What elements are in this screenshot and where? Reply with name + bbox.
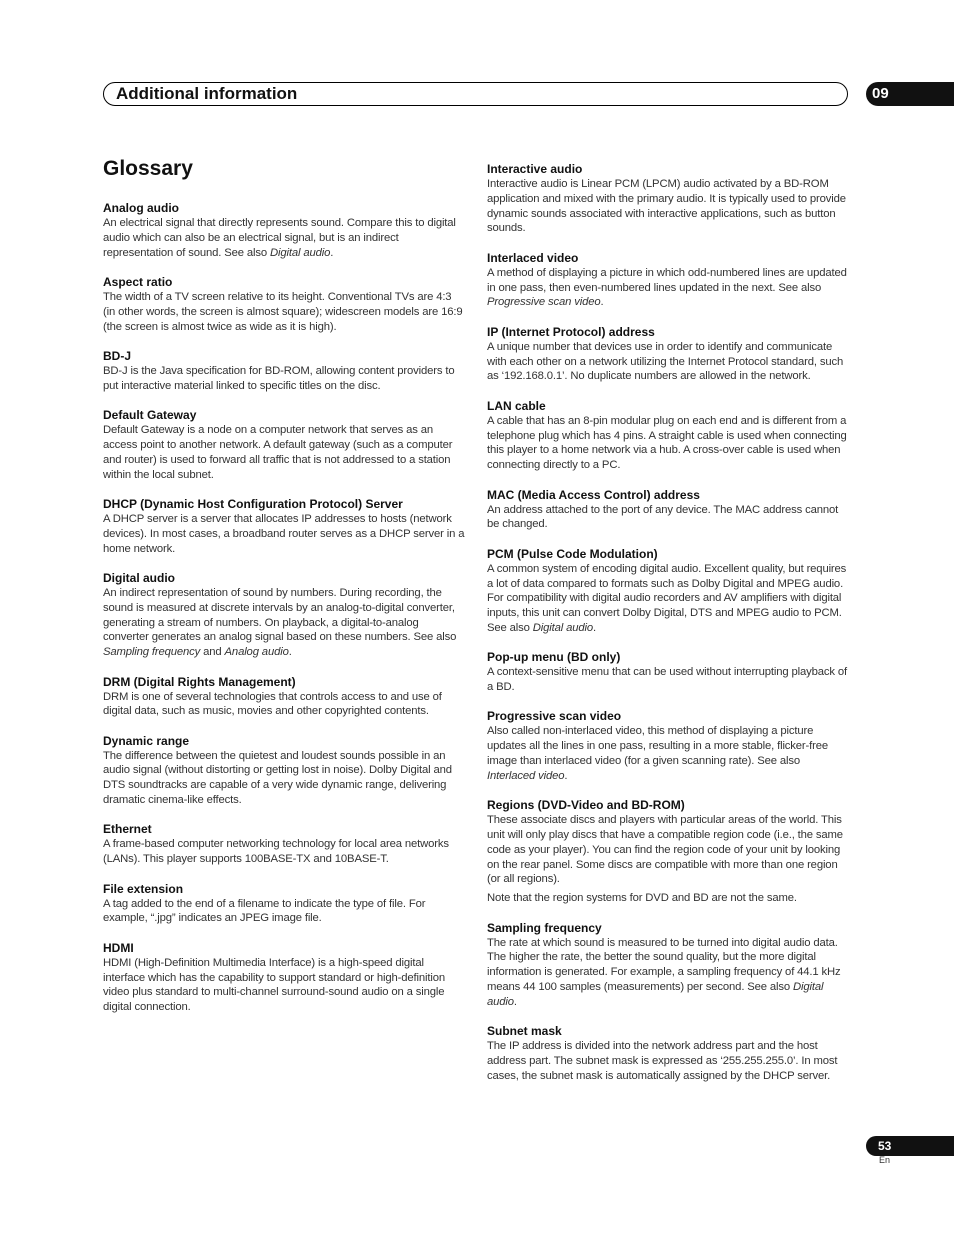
cross-reference: Digital audio <box>487 981 824 1008</box>
glossary-definition: An electrical signal that directly represents sound. Compare this to digital audio which can also be an electrical signal, but is an indirect representation of sound. See also Digital audio. <box>103 217 456 259</box>
glossary-note: Note that the region systems for DVD and BD are not the same. <box>487 892 797 905</box>
cross-reference: Analog audio <box>224 646 289 659</box>
glossary-entry <box>487 399 849 473</box>
glossary-term: BD-J <box>103 348 132 363</box>
glossary-term: Pop-up menu (BD only) <box>487 650 621 665</box>
glossary-entry <box>487 162 849 236</box>
glossary-term: Interactive audio <box>487 162 583 176</box>
glossary-entry <box>103 675 465 720</box>
glossary-definition: The IP address is divided into the network address part and the host address part. The subnet mask is expressed as ‘255.255.255.0’. In most cases, the subnet mask is automatically assigned by the DHCP server. <box>487 1040 838 1082</box>
glossary-term: Interlaced video <box>487 250 579 265</box>
cross-reference: Interlaced video <box>487 769 565 782</box>
glossary-definition: A tag added to the end of a filename to indicate the type of file. For example, “.jpg” indicates an JPEG image file. <box>103 897 426 925</box>
glossary-term: LAN cable <box>487 398 546 413</box>
glossary-definition: An address attached to the port of any device. The MAC address cannot be changed. <box>487 503 839 531</box>
glossary-term: Regions (DVD-Video and BD-ROM) <box>487 798 685 813</box>
glossary-entry <box>103 275 465 334</box>
glossary-definition: A method of displaying a picture in which odd-numbered lines are updated in one pass, then even-numbered lines updated in the next. See also Progressive scan video. <box>487 266 847 309</box>
glossary-term: PCM (Pulse Code Modulation) <box>487 546 658 561</box>
glossary-entry <box>487 650 849 695</box>
glossary-definition: A unique number that devices use in order to identify and communicate with each other on a network utilizing the Internet Protocol standard, such as ‘192.168.0.1’. No duplicate numbers are allowed in the network. <box>487 340 844 383</box>
glossary-term: Digital audio <box>103 570 175 585</box>
glossary-column-right <box>487 162 849 1098</box>
page-title: Glossary <box>103 157 193 180</box>
glossary-entry <box>487 709 849 783</box>
glossary-definition: A common system of encoding digital audio. Excellent quality, but requires a lot of data compared to formats such as Dolby Digital and MPEG audio. For compatibility with digital audio recorders and AV amplifiers with digital inputs, this unit can convert Dolby Digital, DTS and MPEG audio to PCM. See also Digital audio. <box>487 562 847 634</box>
section-title: Additional information <box>116 84 298 103</box>
glossary-entry <box>487 921 849 1010</box>
section-header <box>103 82 848 106</box>
glossary-definition: Also called non-interlaced video, this method of displaying a picture updates all the lines in one pass, resulting in a more stable, flicker-free image than interlaced video (for a given scanning rate). See also Interlaced video. <box>487 725 829 782</box>
page-language: En <box>879 1155 891 1165</box>
glossary-definition: BD-J is the Java specification for BD-ROM, allowing content providers to put interactive material linked to specific titles on the disc. <box>103 364 455 392</box>
glossary-definition: The rate at which sound is measured to be turned into digital audio data. The higher the rate, the better the sound quality, but the more digital information is generated. For example, a sampling frequency of 44.1 kHz means 44 100 samples (measurements) per second. See also Digital audio. <box>487 936 841 1008</box>
cross-reference: Digital audio <box>269 246 331 259</box>
glossary-term: File extension <box>103 881 184 896</box>
glossary-definition: An indirect representation of sound by numbers. During recording, the sound is measured at discrete intervals by an analog-to-digital converter, generating a stream of numbers. On playback, a digital-to-analog converter generates an analog signal based on these numbers. See also Sampling frequency and Analog audio. <box>103 586 457 659</box>
glossary-term: Subnet mask <box>487 1024 562 1039</box>
glossary-term: Analog audio <box>103 201 179 215</box>
glossary-term: Ethernet <box>103 822 152 837</box>
glossary-entry <box>103 822 465 867</box>
glossary-term: Aspect ratio <box>103 274 173 289</box>
cross-reference: Digital audio <box>532 621 593 634</box>
glossary-definition: The width of a TV screen relative to its height. Conventional TVs are 4:3 (in other words, the screen is almost square); widescreen models are 16:9 (the screen is almost twice as wide as it is high). <box>103 290 463 333</box>
glossary-entry <box>103 571 465 660</box>
glossary-entry <box>487 251 849 310</box>
cross-reference: Sampling frequency <box>103 646 201 659</box>
glossary-definition: A frame-based computer networking technology for local area networks (LANs). This player supports 100BASE-TX and 10BASE-T. <box>103 838 449 866</box>
glossary-term: DRM (Digital Rights Management) <box>103 674 296 689</box>
glossary-entry <box>103 941 465 1015</box>
glossary-entry <box>487 547 849 636</box>
glossary-term: DHCP (Dynamic Host Configuration Protocol) Server <box>103 496 403 511</box>
glossary-definition: A DHCP server is a server that allocates IP addresses to hosts (network devices). In most cases, a broadband router serves as a DHCP server in a home network. <box>103 512 465 555</box>
glossary-entry <box>103 734 465 808</box>
glossary-entry <box>487 325 849 384</box>
glossary-definition: A context-sensitive menu that can be used without interrupting playback of a BD. <box>487 666 848 694</box>
page-number: 53 <box>866 1136 954 1156</box>
glossary-term: HDMI <box>103 940 134 955</box>
glossary-term: IP (Internet Protocol) address <box>487 324 655 339</box>
glossary-term: Default Gateway <box>103 408 197 423</box>
glossary-definition: A cable that has an 8-pin modular plug on each end and is different from a telephone plug which has 4 pins. A straight cable is used when connecting this player to a home network via a hub. A cross-over cable is used when connecting directly to a PC. <box>487 414 847 472</box>
glossary-entry <box>103 408 465 482</box>
cross-reference: Progressive scan video <box>487 296 601 309</box>
glossary-entry <box>487 1024 849 1083</box>
glossary-definition: DRM is one of several technologies that controls access to and use of digital data, such as music, movies and other copyrighted contents. <box>103 690 442 718</box>
glossary-term: Progressive scan video <box>487 709 622 724</box>
glossary-entry <box>103 497 465 556</box>
glossary-entry <box>487 798 849 906</box>
glossary-definition: The difference between the quietest and loudest sounds possible in an audio signal (without distorting or getting lost in noise). Dolby Digital and DTS soundtracks are capable of a very wide dynamic range, delivering dramatic cinema-like effects. <box>103 749 452 807</box>
glossary-entry <box>103 882 465 927</box>
glossary-definition: HDMI (High-Definition Multimedia Interface) is a high-speed digital interface which has the capability to support standard or high-definition video plus standard to multi-channel surround-sound audio on a single digital connection. <box>103 956 445 1014</box>
glossary-definition: Default Gateway is a node on a computer network that serves as an access point to another network. A default gateway (such as a computer and router) is used to forward all traffic that is not addressed to a station within the local subnet. <box>103 424 453 481</box>
glossary-entry <box>103 349 465 394</box>
glossary-term: MAC (Media Access Control) address <box>487 487 700 502</box>
glossary-entry <box>103 201 465 260</box>
glossary-definition: These associate discs and players with particular areas of the world. This unit will only play discs that have a compatible region code (i.e., the same code as your player). You can find the region code of your unit by looking on the rear panel. Some discs are compatible with more than one region (or all regions). <box>487 814 843 886</box>
chapter-tab: 09 <box>866 82 954 106</box>
glossary-term: Sampling frequency <box>487 920 602 935</box>
glossary-column-left <box>103 201 465 1030</box>
glossary-term: Dynamic range <box>103 733 190 748</box>
glossary-definition: Interactive audio is Linear PCM (LPCM) audio activated by a BD-ROM application and mixed with the primary audio. It is typically used to provide dynamic sounds associated with interactive applications, such as button sounds. <box>487 178 846 235</box>
glossary-entry <box>487 488 849 533</box>
